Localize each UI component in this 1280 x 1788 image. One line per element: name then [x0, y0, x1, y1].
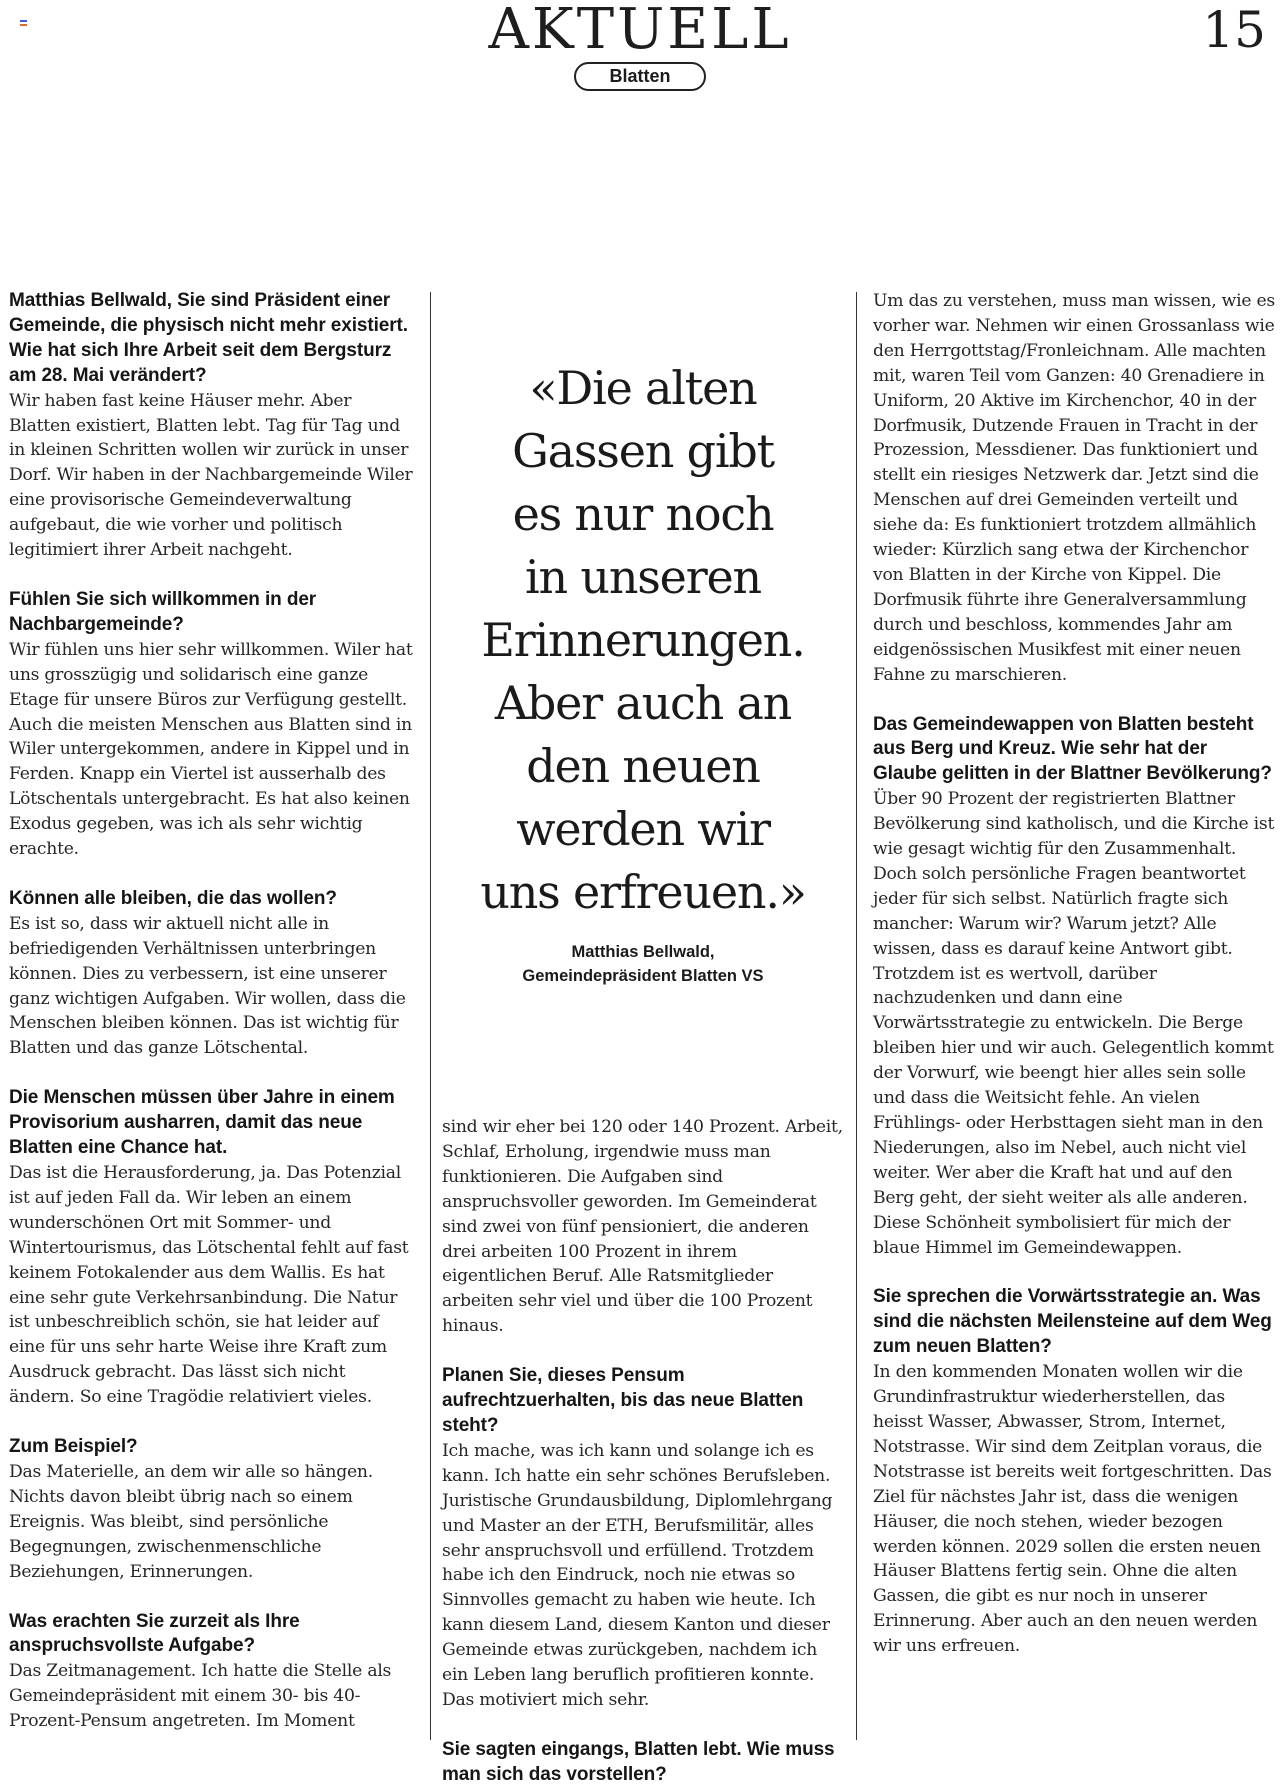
pull-quote-line: Gassen gibt — [512, 424, 774, 478]
interview-answer: Es ist so, dass wir aktuell nicht alle in befriedigenden Verhältnissen unterbringen können. Dies zu verbessern, ist eine unserer ganz wichtigen Aufgaben. Wir wollen, dass die Menschen bleiben können. Das ist wichtig für Blatten und das ganze Lötschental. — [9, 913, 406, 1059]
interview-answer: sind wir eher bei 120 oder 140 Prozent. Arbeit, Schlaf, Erholung, irgendwie muss man funktionieren. Die Aufgaben sind anspruchsvoller geworden. Im Gemeinderat sind zwei von fünf pensioniert, die anderen drei arbeiten 100 Prozent in ihrem eigentlichen Beruf. Alle Ratsmitglieder arbeiten sehr viel und über die 100 Prozent hinaus. — [442, 1117, 843, 1337]
pull-quote-line: uns erfreuen.» — [480, 865, 806, 919]
quote-attribution — [440, 940, 846, 988]
pull-quote-line: Aber auch an — [494, 676, 792, 730]
interview-question: Zum Beispiel? — [9, 1436, 138, 1458]
interview-question: Planen Sie, dieses Pensum aufrechtzuerhalten, bis das neue Blatten steht? — [442, 1365, 804, 1436]
interview-question: Was erachten Sie zurzeit als Ihre anspruchsvollste Aufgabe? — [9, 1610, 300, 1657]
interview-question: Matthias Bellwald, Sie sind Präsident einer Gemeinde, die physisch nicht mehr existiert. Wie hat sich Ihre Arbeit seit dem Bergsturz am 28. Mai verändert? — [9, 290, 408, 386]
interview-answer: Wir fühlen uns hier sehr willkommen. Wiler hat uns grosszügig und solidarisch eine ganze Etage für unsere Büros zur Verfügung gestellt. Auch die meisten Menschen aus Blatten sind in Wiler untergekommen, andere in Kippel und in Ferden. Knapp ein Viertel ist ausserhalb des Lötschentals untergebracht. Es hat also keinen Exodus gegeben, was ich als sehr wichtig erachte. — [9, 639, 413, 860]
interview-answer: Über 90 Prozent der registrierten Blattner Bevölkerung sind katholisch, und die Kirche ist wie gesagt wichtig für den Zusammenhalt. Doch solch persönliche Fragen beantwortet jeder für sich selbst. Natürlich fragte sich mancher: Warum wir? Warum jetzt? Alle wissen, dass es darauf keine Antwort gibt. Trotzdem ist es wertvoll, darüber nachzudenken und dann eine Vorwärtsstrategie zu entwickeln. Die Berge bleiben hier und wir auch. Gelegentlich kommt der Vorwurf, wie beengt hier alles sein solle und dass die Weitsicht fehle. An vielen Frühlings- oder Herbsttagen sieht man in den Niederungen, also im Nebel, auch nicht viel weiter. Wer aber die Kraft hat und auf den Berg geht, der sieht weiter als alle anderen. Diese Schönheit symbolisiert für mich der blaue Himmel im Gemeindewappen. — [873, 789, 1275, 1258]
interview-question: Fühlen Sie sich willkommen in der Nachbargemeinde? — [9, 588, 317, 635]
section-badge[interactable]: Blatten — [574, 62, 706, 91]
pull-quote-line: werden wir — [516, 802, 770, 856]
interview-question: Sie sprechen die Vorwärtsstrategie an. Was sind die nächsten Meilensteine auf dem Weg zum neuen Blatten? — [873, 1286, 1272, 1358]
interview-answer: Wir haben fast keine Häuser mehr. Aber Blatten existiert, Blatten lebt. Tag für Tag und in kleinen Schritten wollen wir zurück in unser Dorf. Wir haben in der Nachbargemeinde Wiler eine provisorische Gemeindeverwaltung aufgebaut, die wie vorher und politisch legitimiert ihrer Arbeit nachgeht. — [9, 390, 413, 561]
interview-question: Das Gemeindewappen von Blatten besteht aus Berg und Kreuz. Wie sehr hat der Glaube gelitten in der Blattner Bevölkerung? — [873, 713, 1272, 785]
interview-answer: In den kommenden Monaten wollen wir die Grundinfrastruktur wiederherstellen, das heisst Wasser, Abwasser, Strom, Internet, Notstrasse. Wir sind dem Zeitplan voraus, die Notstrasse ist bereits weit fortgeschritten. Das Ziel für nächstes Jahr ist, dass die wenigen Häuser, die noch stehen, wieder bezogen werden können. 2029 sollen die ersten neuen Häuser Blattens fertig sein. Ohne die alten Gassen, die gibt es nur noch in unserer Erinnerung. Aber auch an den neuen werden wir uns erfreuen. — [873, 1362, 1272, 1657]
interview-question: Die Menschen müssen über Jahre in einem Provisorium ausharren, damit das neue Blatten eine Chance hat. — [9, 1087, 395, 1159]
pull-quote — [440, 357, 846, 924]
interview-answer: Das ist die Herausforderung, ja. Das Potenzial ist auf jeden Fall da. Wir leben an einem wunderschönen Ort mit Sommer- und Wintertourismus, das Lötschental fehlt auf fast keinem Fotokalender aus dem Wallis. Es hat eine sehr gute Verkehrsanbindung. Die Natur ist unbeschreiblich schön, sie hat leider auf eine für uns sehr harte Weise ihre Kraft zum Ausdruck gebracht. Das lässt sich nicht ändern. So eine Tragödie relativiert vieles. — [9, 1163, 409, 1408]
article-column-2 — [442, 1115, 844, 1788]
interview-answer: Ich mache, was ich kann und solange ich es kann. Ich hatte ein sehr schönes Berufsleben. Juristische Grundausbildung, Diplomlehrgang und Master an der ETH, Berufsmilitär, alles sehr anspruchsvoll und erfüllend. Trotzdem habe ich den Eindruck, noch nie etwas so Sinnvolles gemacht zu haben wie heute. Ich kann diesem Land, diesem Kanton und dieser Gemeinde etwas zurückgeben, nachdem ich ein Leben lang beruflich profitieren konnte. Das motiviert mich sehr. — [442, 1440, 833, 1710]
section-title: AKTUELL — [488, 0, 792, 62]
article-column-3 — [873, 289, 1275, 1659]
column-divider-left — [430, 292, 431, 1740]
page-number: 15 — [1202, 1, 1266, 59]
pull-quote-line: in unseren — [525, 550, 761, 604]
interview-question: Können alle bleiben, die das wollen? — [9, 887, 337, 909]
interview-question: Sie sagten eingangs, Blatten lebt. Wie muss man sich das vorstellen? — [442, 1738, 835, 1785]
pull-quote-line: Erinnerungen. — [481, 613, 805, 667]
article-column-1 — [9, 289, 413, 1734]
pull-quote-line: es nur noch — [512, 487, 774, 541]
quote-author-role: Gemeindepräsident Blatten VS — [522, 967, 764, 985]
quote-author-name: Matthias Bellwald, — [571, 943, 715, 961]
pull-quote-line: «Die alten — [529, 361, 757, 415]
interview-answer: Um das zu verstehen, muss man wissen, wie es vorher war. Nehmen wir einen Grossanlass wie den Herrgottstag/Fronleichnam. Alle machten mit, waren Teil vom Ganzen: 40 Grenadiere in Uniform, 20 Aktive im Kirchenchor, 40 in der Dorfmusik, Dutzende Frauen in Tracht in der Prozession, Messdiener. Das funktioniert und stellt ein riesiges Netzwerk dar. Jetzt sind die Menschen auf drei Gemeinden verteilt und siehe da: Es funktioniert trotzdem allmählich wieder: Kürzlich sang etwa der Kirchenchor von Blatten in der Kirche von Kippel. Die Dorfmusik führte ihre Generalversammlung durch und beschloss, kommendes Jahr am eidgenössischen Musikfest mit einer neuen Fahne zu marschieren. — [873, 291, 1276, 685]
pull-quote-line: den neuen — [526, 739, 760, 793]
interview-answer: Das Materielle, an dem wir alle so hängen. Nichts davon bleibt übrig nach so einem Ereignis. Was bleibt, sind persönliche Begegnungen, zwischenmenschliche Beziehungen, Erinnerungen. — [9, 1461, 373, 1582]
interview-answer: Das Zeitmanagement. Ich hatte die Stelle als Gemeindepräsident mit einem 30- bis 40-Prozent-Pensum angetreten. Im Moment — [9, 1661, 392, 1732]
column-divider-right — [856, 292, 857, 1740]
